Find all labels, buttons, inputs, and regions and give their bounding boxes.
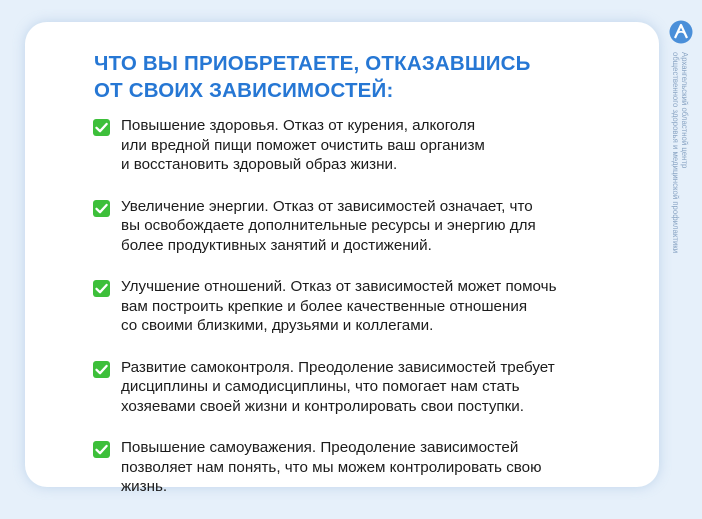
list-item <box>93 438 633 497</box>
list-item-text <box>121 277 633 336</box>
org-sidebar <box>659 0 702 510</box>
list-item-line: Улучшение отношений. Отказ от зависимостей может помочь <box>121 278 557 295</box>
list-item <box>93 358 633 417</box>
list-item-text <box>121 116 633 175</box>
title-line-1: ЧТО ВЫ ПРИОБРЕТАЕТЕ, ОТКАЗАВШИСЬ <box>94 52 531 75</box>
page-title <box>94 50 614 104</box>
list-item <box>93 197 633 256</box>
check-icon <box>93 119 110 136</box>
list-item-text <box>121 358 633 417</box>
check-icon <box>93 361 110 378</box>
list-item <box>93 116 633 175</box>
list-item-line: Повышение здоровья. Отказ от курения, алкоголя <box>121 117 476 134</box>
list-item-text <box>121 197 633 256</box>
title-line-2: ОТ СВОИХ ЗАВИСИМОСТЕЙ: <box>94 79 394 102</box>
list-item-line: Увеличение энергии. Отказ от зависимостей означает, что <box>121 197 533 215</box>
list-item-line: хозяевами своей жизни и контролировать свои поступки. <box>121 397 525 415</box>
list-item-line: позволяет нам понять, что мы можем контролировать свою <box>121 458 542 476</box>
org-name-line: Архангельский областной центр <box>680 52 689 169</box>
check-icon <box>93 280 110 297</box>
org-logo-icon <box>669 20 693 44</box>
org-name <box>671 52 689 253</box>
list-item-line: Повышение самоуважения. Преодоление зависимостей <box>121 439 519 456</box>
list-item-line: или вредной пищи поможет очистить ваш организм <box>121 136 485 154</box>
list-item <box>93 277 633 336</box>
org-name-line: общественного здоровья и медицинской профилактики <box>671 52 680 254</box>
content-card <box>25 22 659 495</box>
list-item-line: дисциплины и самодисциплины, что помогает нам стать <box>121 378 520 395</box>
list-item-line: более продуктивных занятий и достижений. <box>121 236 432 254</box>
list-item-line: и восстановить здоровый образ жизни. <box>121 156 398 173</box>
list-item-text <box>121 438 633 497</box>
list-item-line: Развитие самоконтроля. Преодоление зависимостей требует <box>121 358 555 376</box>
check-icon <box>93 441 110 458</box>
list-item-line: вам построить крепкие и более качественные отношения <box>121 297 528 315</box>
benefits-list <box>93 116 633 519</box>
list-item-line: жизнь. <box>121 478 168 495</box>
list-item-line: со своими близкими, друзьями и коллегами. <box>121 317 434 334</box>
check-icon <box>93 200 110 217</box>
list-item-line: вы освобождаете дополнительные ресурсы и энергию для <box>121 217 536 234</box>
